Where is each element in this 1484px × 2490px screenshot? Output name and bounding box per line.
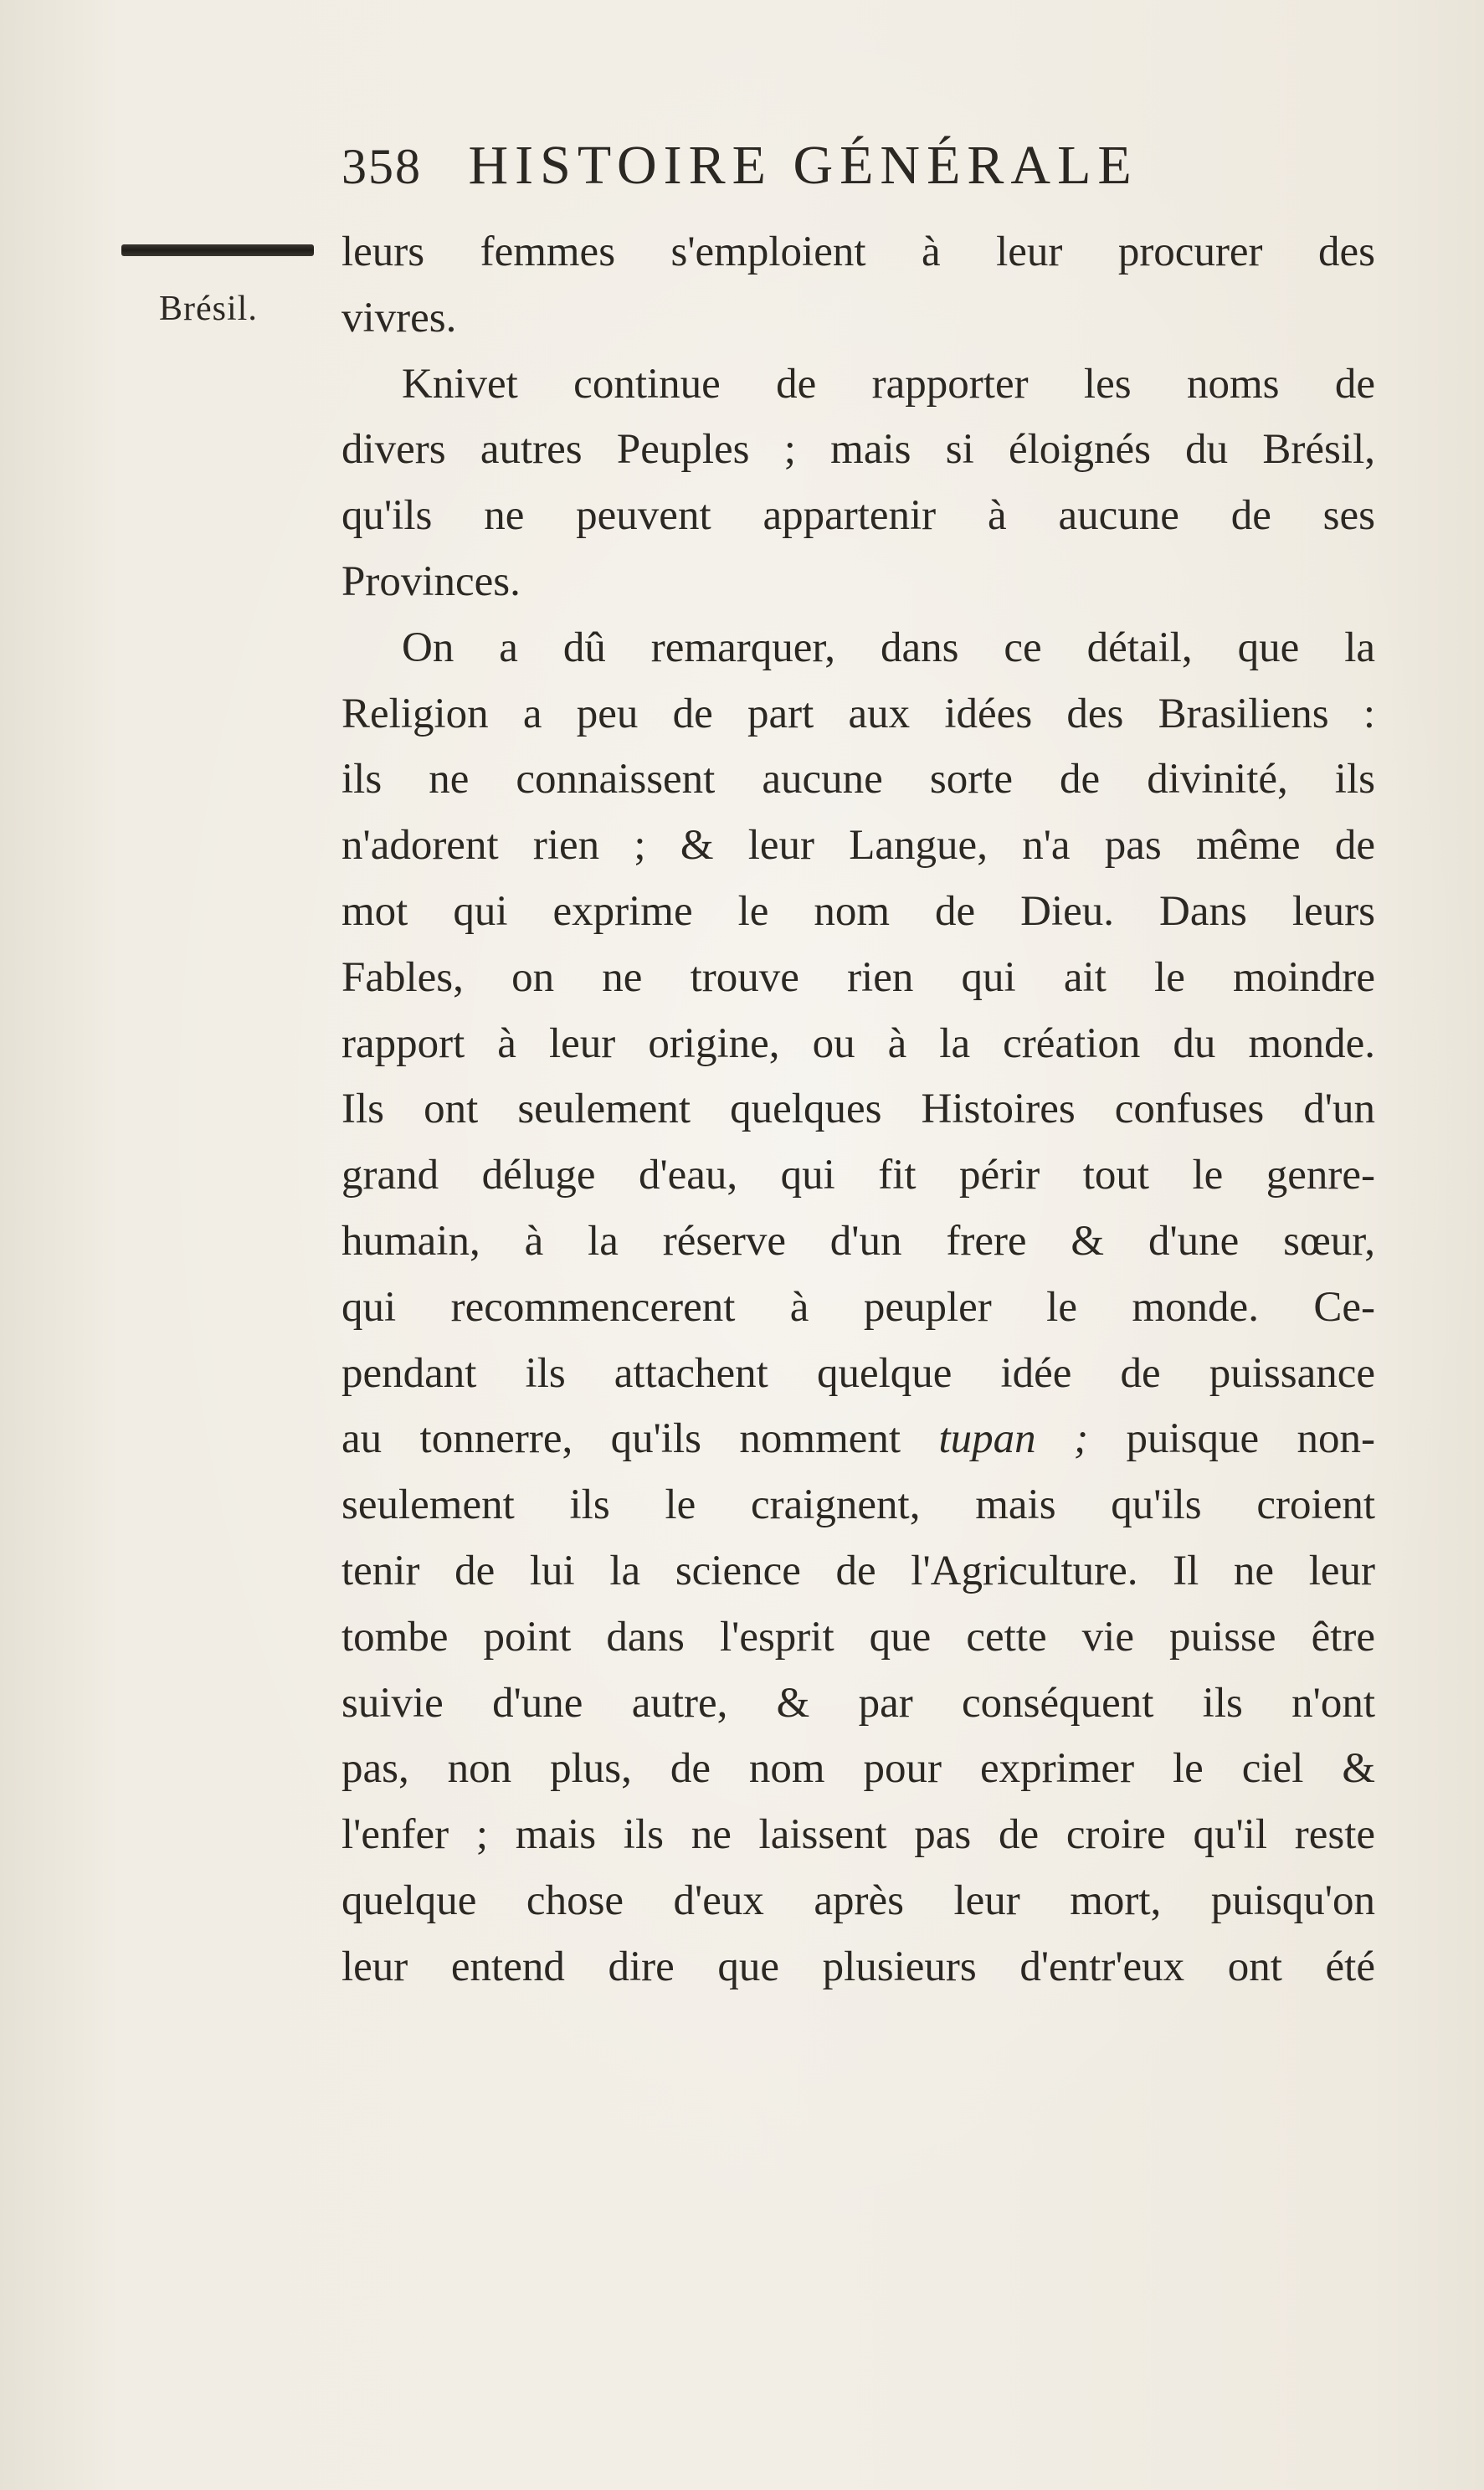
text-line: Religion a peu de part aux idées des Brasiliens : [341,690,1375,737]
text-line: qu'ils ne peuvent appartenir à aucune de ses [341,492,1375,540]
text-line: ils ne connaissent aucune sorte de divinité, ils [341,756,1375,803]
text-line: leur entend dire que plusieurs d'entr'eux ont été [341,1943,1375,1990]
text-line: grand déluge d'eau, qui fit périr tout le genre- [341,1152,1375,1199]
text-line: Provinces. [341,557,521,605]
running-title: HISTOIRE GÉNÉRALE [468,135,1138,196]
text-line: seulement ils le craignent, mais qu'ils croient [341,1481,1375,1529]
text-line: On a dû remarquer, dans ce détail, que la [402,624,1375,671]
text-line: Ils ont seulement quelques Histoires confuses d'un [341,1086,1375,1133]
running-header [341,134,1245,209]
text-line: vivres. [341,294,457,341]
italic-word-tupan: tupan ; [938,1415,1089,1463]
margin-rule [121,244,314,256]
text-line-tupan [341,1406,1375,1472]
text-line: rapport à leur origine, ou à la création du monde. [341,1019,1375,1067]
text-segment: au tonnerre, qu'ils nomment [341,1415,901,1463]
body-text [341,219,1375,2000]
text-line: pendant ils attachent quelque idée de puissance [341,1349,1375,1397]
text-line: divers autres Peuples ; mais si éloignés du Brésil, [341,426,1375,474]
page-number: 358 [341,139,422,194]
text-line: quelque chose d'eux après leur mort, puisqu'on [341,1876,1375,1924]
text-line: n'adorent rien ; & leur Langue, n'a pas même de [341,822,1375,870]
text-line: leurs femmes s'emploient à leur procurer des [341,228,1375,275]
text-line: tombe point dans l'esprit que cette vie puisse être [341,1613,1375,1661]
text-line: Knivet continue de rapporter les noms de [402,360,1375,408]
text-line: Fables, on ne trouve rien qui ait le moindre [341,953,1375,1001]
margin-note: Brésil. [159,290,258,328]
text-line: qui recommencerent à peupler le monde. Ce- [341,1283,1375,1331]
text-segment: puisque non- [1126,1415,1376,1463]
text-line: l'enfer ; mais ils ne laissent pas de croire qu'il reste [341,1811,1375,1859]
text-line: suivie d'une autre, & par conséquent ils n'ont [341,1679,1375,1727]
text-line: mot qui exprime le nom de Dieu. Dans leurs [341,887,1375,935]
text-line: humain, à la réserve d'un frere & d'une sœur, [341,1217,1375,1265]
text-line: tenir de lui la science de l'Agriculture. Il ne leur [341,1547,1375,1594]
text-line: pas, non plus, de nom pour exprimer le ciel & [341,1745,1375,1793]
